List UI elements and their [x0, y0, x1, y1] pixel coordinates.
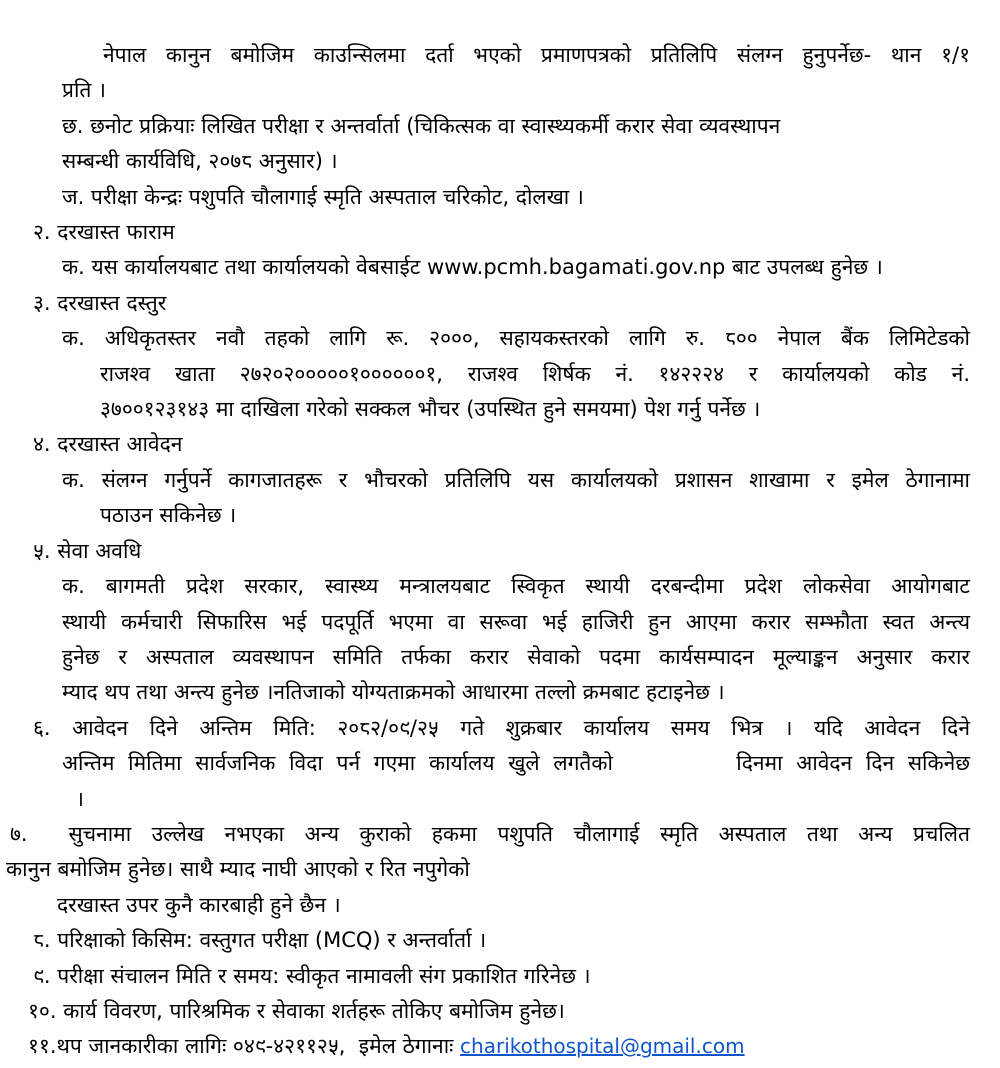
line-text: क. यस कार्यालयबाट तथा कार्यालयको वेबसाईट www.pcmh.bagamati.gov.np बाट उपलब्ध हुनेछ । [62, 255, 883, 280]
document-line [0, 711, 1000, 746]
line-text: ९. परीक्षा संचालन मिति र समय: स्वीकृत नामावली संग प्रकाशित गरिनेछ । [33, 963, 591, 988]
document-line [0, 357, 1000, 392]
line-text: ५. सेवा अवधि [33, 538, 142, 563]
email-link[interactable]: charikothospital@gmail.com [460, 1034, 745, 1059]
document-line [0, 321, 1000, 356]
line-text: ३. दरखास्त दस्तुर [33, 290, 167, 315]
document-line [0, 959, 1000, 994]
line-text: ३७००१२३१४३ मा दाखिला गरेको सक्कल भौचर (उपस्थित हुने समयमा) पेश गर्नु पर्नेछ । [100, 397, 761, 422]
document-line [0, 498, 1000, 533]
document-line [0, 994, 1000, 1029]
document-line [0, 675, 1000, 710]
document-line [0, 73, 1000, 108]
line-text: ४. दरखास्त आवेदन [33, 432, 183, 457]
line-text: छ. छनोट प्रक्रियाः लिखित परीक्षा र अन्तर्वार्ता (चिकित्सक वा स्वास्थ्यकर्मी करार सेवा व्यवस्थापन [62, 113, 781, 138]
line-text: म्याद थप तथा अन्त्य हुनेछ ।नतिजाको योग्यताक्रमको आधारमा तल्लो क्रमबाट हटाइनेछ । [62, 680, 725, 705]
document-line [0, 463, 1000, 498]
line-text: पठाउन सकिनेछ । [100, 503, 237, 528]
line-text: ११.थप जानकारीका लागिः ०४९-४२११२५, इमेल ठेगानाः [28, 1034, 461, 1059]
document-line [0, 250, 1000, 285]
line-text: ७. सुचनामा उल्लेख नभएका अन्य कुराको हकमा पशुपति चौलागाई स्मृति अस्पताल तथा अन्य प्रचलित [10, 821, 970, 846]
document-line [0, 392, 1000, 427]
document-line [0, 888, 1000, 923]
line-text: सम्बन्धी कार्यविधि, २०७८ अनुसार) । [62, 149, 338, 174]
document-line [0, 640, 1000, 675]
document-line [0, 180, 1000, 215]
document-line [0, 144, 1000, 179]
document-body [0, 38, 1000, 1065]
document-line [0, 38, 1000, 73]
line-text: कानुन बमोजिम हुनेछ। साथै म्याद नाघी आएको र रित नपुगेको [6, 857, 470, 882]
document-line [0, 1029, 1000, 1064]
line-text: क. संलग्न गर्नुपर्ने कागजातहरू र भौचरको प्रतिलिपि यस कार्यालयको प्रशासन शाखामा र इमेल ठेगानामा [62, 467, 970, 492]
document-line [0, 923, 1000, 958]
line-text: स्थायी कर्मचारी सिफारिस भई पदपूर्ति भएमा वा सरूवा भई हाजिरी हुन आएमा करार सम्झौता स्वत अन्त्य [62, 609, 970, 634]
document-line [0, 782, 1000, 817]
document-line [0, 852, 1000, 887]
document-line [0, 215, 1000, 250]
document-line [0, 534, 1000, 569]
document-line [0, 746, 1000, 781]
line-text: प्रति । [62, 78, 106, 103]
line-text: नेपाल कानुन बमोजिम काउन्सिलमा दर्ता भएको प्रमाणपत्रको प्रतिलिपि संलग्न हुनुपर्नेछ- थान १/१ [103, 43, 970, 67]
line-text: क. अधिकृतस्तर नवौ तहको लागि रू. २०००, सहायकस्तरको लागि रु. ८०० नेपाल बैंक लिमिटेडको [62, 326, 970, 351]
document-line [0, 569, 1000, 604]
line-text: ज. परीक्षा केन्द्रः पशुपति चौलागाई स्मृति अस्पताल चरिकोट, दोलखा । [62, 184, 584, 209]
line-text: दरखास्त उपर कुनै कारबाही हुने छैन । [57, 892, 341, 917]
line-text: २. दरखास्त फाराम [33, 220, 175, 245]
document-line [0, 286, 1000, 321]
line-text: ६. आवेदन दिने अन्तिम मिति: २०८२/०९/२५ गते शुक्रबार कार्यालय समय भित्र । यदि आवेदन दिने [33, 715, 970, 740]
document-line [0, 109, 1000, 144]
document-line [0, 817, 1000, 852]
line-text: ८. परिक्षाको किसिम: वस्तुगत परीक्षा (MCQ) र अन्तर्वार्ता । [33, 928, 487, 953]
line-text: क. बागमती प्रदेश सरकार, स्वास्थ्य मन्त्रालयबाट स्विकृत स्थायी दरबन्दीमा प्रदेश लोकसेवा आयोगबाट [62, 574, 970, 599]
line-text: हुनेछ र अस्पताल व्यवस्थापन समिति तर्फका करार सेवाको पदमा कार्यसम्पादन मूल्याङ्कन अनुसार करार [62, 644, 970, 669]
line-text: १०. कार्य विवरण, पारिश्रमिक र सेवाका शर्तहरू तोकिए बमोजिम हुनेछ। [28, 998, 565, 1023]
line-text: । [76, 786, 84, 811]
document-line [0, 427, 1000, 462]
line-text: राजश्व खाता २७२०२०००००१००००००१, राजश्व शिर्षक नं. १४२२२४ र कार्यालयको कोड नं. [100, 361, 970, 386]
document-line [0, 605, 1000, 640]
line-text: अन्तिम मितिमा सार्वजनिक विदा पर्न गएमा कार्यालय खुले लगतैको दिनमा आवेदन दिन सकिनेछ [62, 751, 970, 776]
